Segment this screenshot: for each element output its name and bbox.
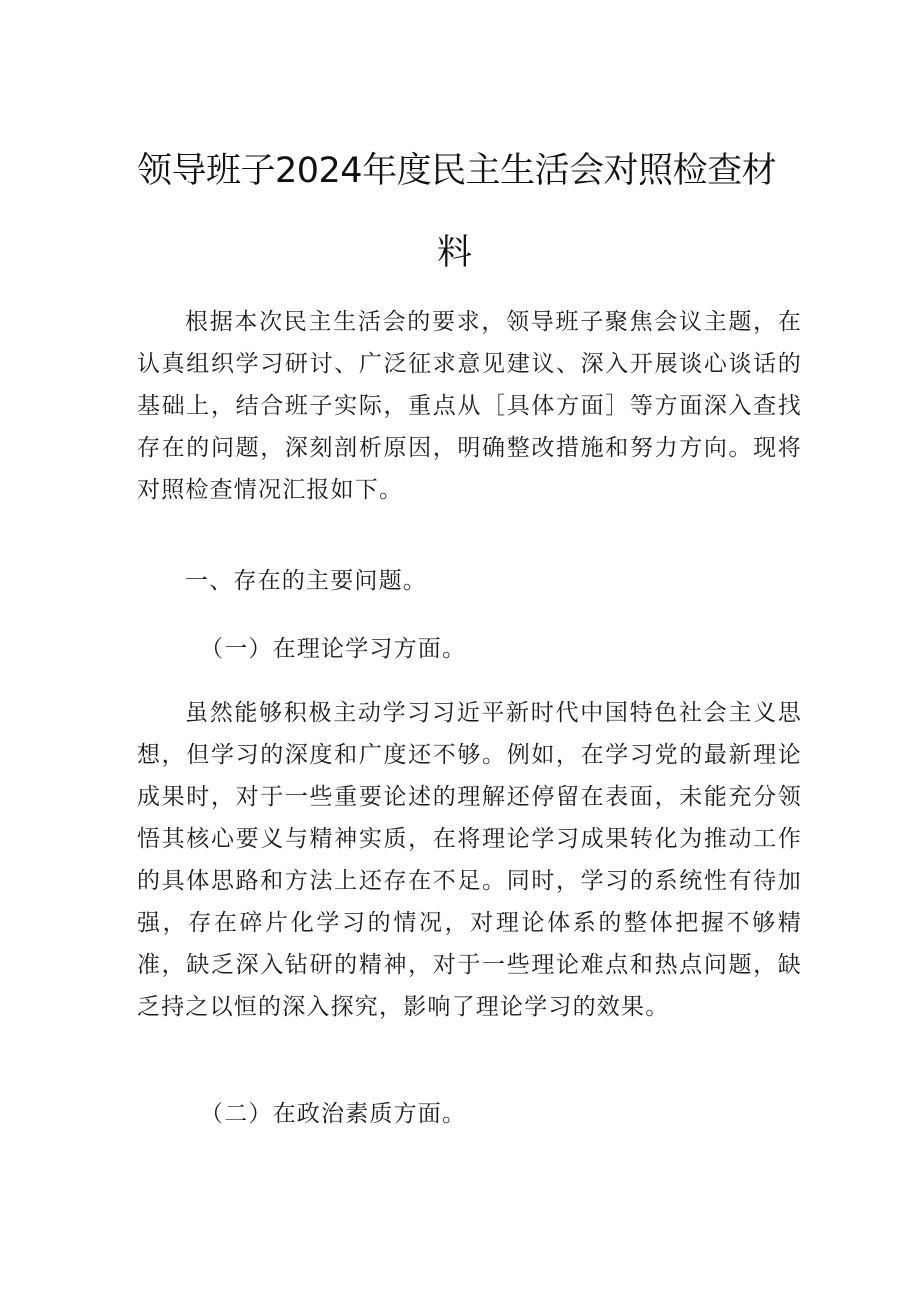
document-title-line-2: 料	[437, 233, 472, 273]
subsection-heading-political-quality: （二）在政治素质方面。	[200, 1101, 467, 1127]
section-heading-main-problems: 一、存在的主要问题。	[185, 568, 427, 594]
intro-paragraph: 根据本次民主生活会的要求，领导班子聚焦会议主题，在认真组织学习研讨、广泛征求意见建议、深入开展谈心谈话的基础上，结合班子实际，重点从［具体方面］等方面深入查找存在的问题，深刻剖析原因，明确整改措施和努力方向。现将对照检查情况汇报如下。	[137, 309, 802, 503]
subsection-heading-theory-study: （一）在理论学习方面。	[200, 636, 467, 662]
document-title-line-1: 领导班子2024年度民主生活会对照检查材	[137, 151, 777, 191]
theory-study-paragraph: 虽然能够积极主动学习习近平新时代中国特色社会主义思想，但学习的深度和广度还不够。例如，在学习党的最新理论成果时，对于一些重要论述的理解还停留在表面，未能充分领悟其核心要义与精神实质，在将理论学习成果转化为推动工作的具体思路和方法上还存在不足。同时，学习的系统性有待加强，存在碎片化学习的情况，对理论体系的整体把握不够精准，缺乏深入钻研的精神，对于一些理论难点和热点问题，缺乏持之以恒的深入探究，影响了理论学习的效果。	[137, 700, 802, 1020]
